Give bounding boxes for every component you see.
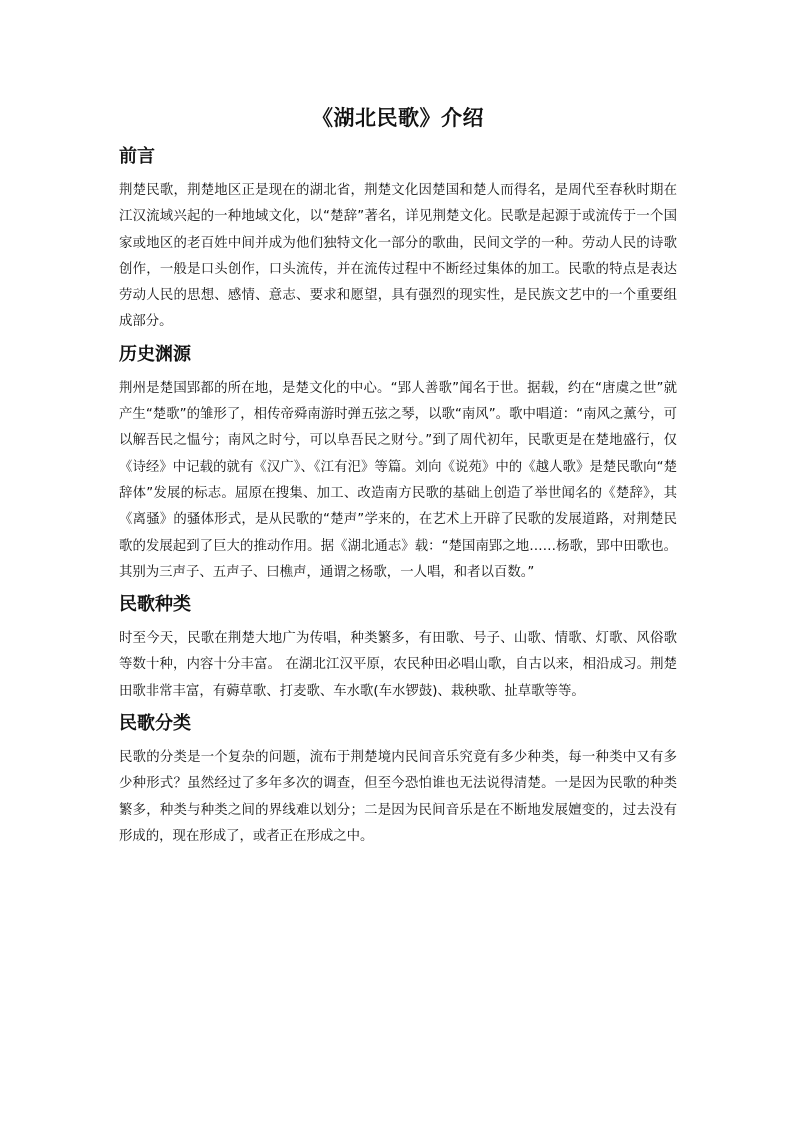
section-paragraph-preface: 荆楚民歌，荆楚地区正是现在的湖北省，荆楚文化因楚国和楚人而得名，是周代至春秋时期在江汉流域兴起的一种地域文化，以“楚辞”著名，详见荆楚文化。民歌是起源于或流传于一个国家或地区的老百姓中间并成为他们独特文化一部分的歌曲，民间文学的一种。劳动人民的诗歌创作，一般是口头创作，口头流传，并在流传过程中不断经过集体的加工。民歌的特点是表达劳动人民的思想、感情、意志、要求和愿望，具有强烈的现实性，是民族文艺中的一个重要组成部分。	[119, 183, 677, 330]
section-heading-types: 民歌种类	[119, 594, 191, 616]
section-paragraph-classification: 民歌的分类是一个复杂的问题，流布于荆楚境内民间音乐究竟有多少种类，每一种类中又有多少种形式？虽然经过了多年多次的调查，但至今恐怕谁也无法说得清楚。一是因为民歌的种类繁多，种类与种类之间的界线难以划分；二是因为民间音乐是在不断地发展嬗变的，过去没有形成的，现在形成了，或者正在形成之中。	[119, 750, 677, 844]
document-content	[119, 104, 677, 856]
section-heading-preface: 前言	[119, 146, 155, 167]
section-paragraph-types: 时至今天，民歌在荆楚大地广为传唱，种类繁多，有田歌、号子、山歌、情歌、灯歌、风俗歌等数十种，内容十分丰富。 在湖北江汉平原，农民种田必唱山歌，自古以来，相沿成习。荆楚田歌非常丰富，有薅草歌、打麦歌、车水歌(车水锣鼓)、栽秧歌、扯草歌等等。	[119, 631, 677, 699]
section-classification	[119, 711, 677, 850]
document-title: 《湖北民歌》介绍	[312, 105, 484, 130]
section-heading-history: 历史渊源	[119, 343, 191, 365]
section-heading-classification: 民歌分类	[119, 713, 191, 735]
section-preface	[119, 144, 677, 336]
section-history	[119, 342, 677, 586]
section-paragraph-history: 荆州是楚国郢都的所在地，是楚文化的中心。“郢人善歌”闻名于世。据载，约在“唐虞之世”就产生“楚歌”的雏形了，相传帝舜南游时弹五弦之琴，以歌“南风”。歌中唱道：“南风之薰兮，可以解吾民之愠兮；南风之时兮，可以阜吾民之财兮。”到了周代初年，民歌更是在楚地盛行，仅《诗经》中记载的就有《汉广》、《江有汜》等篇。刘向《说苑》中的《越人歌》是楚民歌向“楚辞体”发展的标志。屈原在搜集、加工、改造南方民歌的基础上创造了举世闻名的《楚辞》，其《离骚》的骚体形式，是从民歌的“楚声”学来的，在艺术上开辟了民歌的发展道路，对荆楚民歌的发展起到了巨大的推动作用。据《湖北通志》载：“楚国南郢之地……杨歌，郢中田歌也。其别为三声子、五声子、曰樵声，通谓之杨歌，一人唱，和者以百数。”	[119, 380, 677, 580]
section-types	[119, 592, 677, 705]
